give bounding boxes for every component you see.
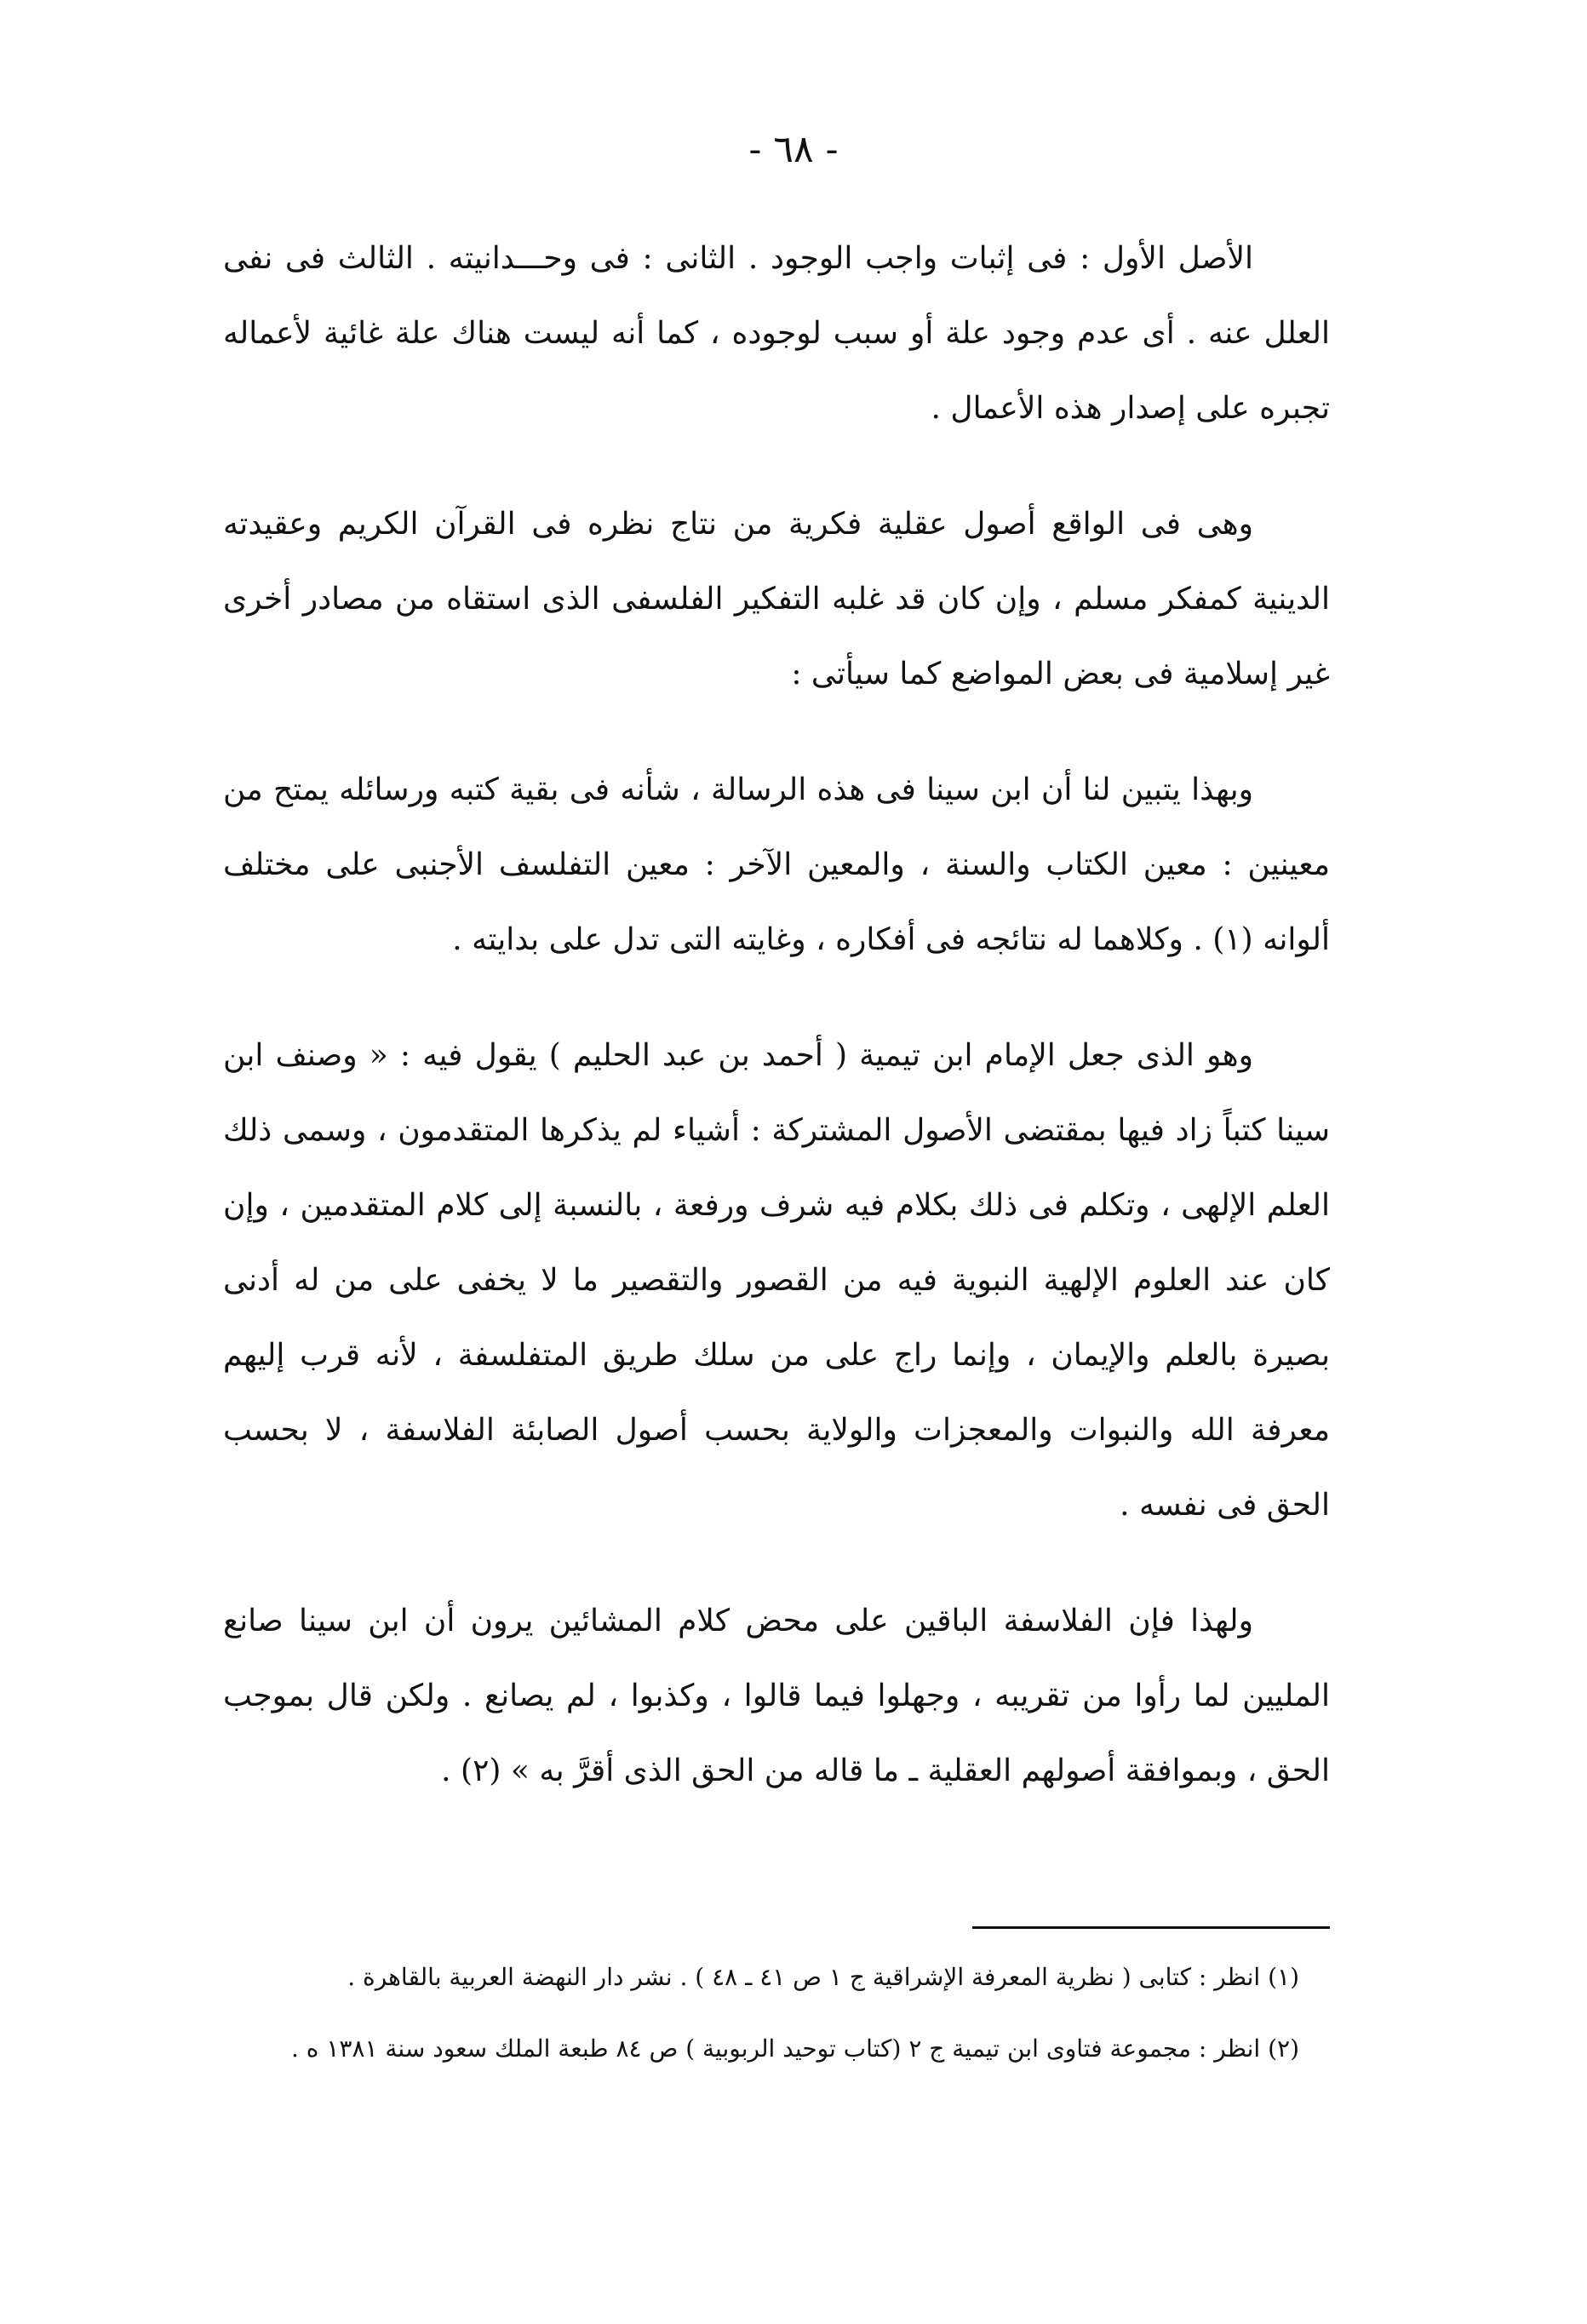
paragraph-two-sources: وبهذا يتبين لنا أن ابن سينا فى هذه الرسالة ، شأنه فى بقية كتبه ورسائله يمتح من معينين : معين الكتاب والسنة ، والمعين الآخر : معين التفلسف الأجنبى على مختلف ألوانه (١) . وكلاهما له نتائجه فى أفكاره ، وغايته التى تدل على بدايته . xyxy=(223,772,1330,957)
footnote-divider xyxy=(972,1926,1330,1929)
footnotes xyxy=(223,1950,1330,2093)
paragraph-peripatetics: ولهذا فإن الفلاسفة الباقين على محض كلام المشائين يرون أن ابن سينا صانع المليين لما رأوا من تقريبه ، وجهلوا فيما قالوا ، وكذبوا ، لم يصانع . ولكن قال بموجب الحق ، وبموافقة أصولهم العقلية ـ ما قاله من الحق الذى أقرَّ به » (٢) . xyxy=(223,1604,1330,1788)
paragraph-ibn-taymiyya-quote: وهو الذى جعل الإمام ابن تيمية ( أحمد بن عبد الحليم ) يقول فيه : « وصنف ابن سينا كتباً زاد فيها بمقتضى الأصول المشتركة : أشياء لم يذكرها المتقدمون ، وسمى ذلك العلم الإلهى ، وتكلم فى ذلك بكلام فيه شرف ورفعة ، بالنسبة إلى كلام المتقدمين ، وإن كان عند العلوم الإلهية النبوية فيه من القصور والتقصير ما لا يخفى على من له أدنى بصيرة بالعلم والإيمان ، وإنما راج على من سلك طريق المتفلسفة ، لأنه قرب إليهم معرفة الله والنبوات والمعجزات والولاية بحسب أصول الصابئة الفلاسفة ، لا بحسب الحق فى نفسه . xyxy=(223,1038,1330,1523)
footnote-2: (٢) انظر : مجموعة فتاوى ابن تيمية ج ٢ (كتاب توحيد الربوبية ) ص ٨٤ طبعة الملك سعود سنة ١٣٨١ ه . xyxy=(290,2034,1299,2063)
footnote-1: (١) انظر : كتابى ( نظرية المعرفة الإشراقية ج ١ ص ٤١ ـ ٤٨ ) . نشر دار النهضة العربية بالقاهرة . xyxy=(347,1963,1299,1991)
body-text xyxy=(223,221,1330,1809)
paragraph-rational-principles: وهى فى الواقع أصول عقلية فكرية من نتاج نظره فى القرآن الكريم وعقيدته الدينية كمفكر مسلم ، وإن كان قد غلبه التفكير الفلسفى الذى استقاه من مصادر أخرى غير إسلامية فى بعض المواضع كما سيأتى : xyxy=(223,507,1330,691)
page-number: - ٦٨ - xyxy=(748,128,839,171)
paragraph-principles: الأصل الأول : فى إثبات واجب الوجود . الثانى : فى وحـــدانيته . الثالث فى نفى العلل عنه . أى عدم وجود علة أو سبب لوجوده ، كما أنه ليست هناك علة غائية لأعماله تجبره على إصدار هذه الأعمال . xyxy=(223,241,1330,426)
